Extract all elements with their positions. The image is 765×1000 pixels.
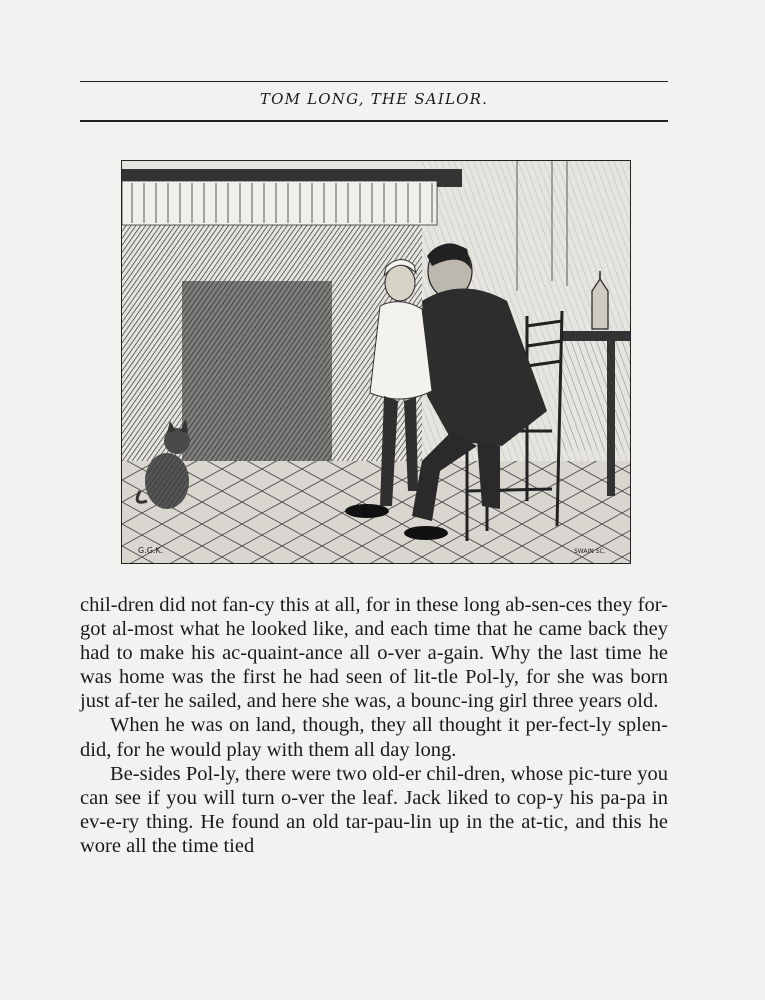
engraver-signature: SWAIN SC.	[574, 548, 606, 555]
header-rule-bottom	[80, 120, 668, 122]
body-text	[80, 593, 668, 858]
mantel-curtain	[122, 181, 437, 225]
paragraph-2: When he was on land, though, they all thought it per-fect-ly splen-did, for he would play with them all day long.	[80, 714, 668, 761]
running-head: TOM LONG, THE SAILOR.	[259, 90, 489, 108]
paragraph-1: chil-dren did not fan-cy this at all, for in these long ab-sen-ces they for-got al-most what he looked like, and each time that he came back they had to make his ac-quaint-ance all o-ver a-gain. Why the last time he was home was the first he had seen of lit-tle Pol-ly, for she was born just af-ter he sailed, and here she was, a bounc-ing girl three years old.	[80, 594, 668, 713]
header-rule-top	[80, 81, 668, 82]
artist-signature: G.G.K.	[138, 546, 164, 555]
paragraph-3: Be-sides Pol-ly, there were two old-er chil-dren, whose pic-ture you can see if you will turn o-ver the leaf. Jack liked to cop-y his pa-pa in ev-e-ry thing. He found an old tar-pau-lin up in the at-tic, and this he wore all the time tied	[80, 762, 668, 857]
engraving-illustration	[121, 160, 631, 564]
